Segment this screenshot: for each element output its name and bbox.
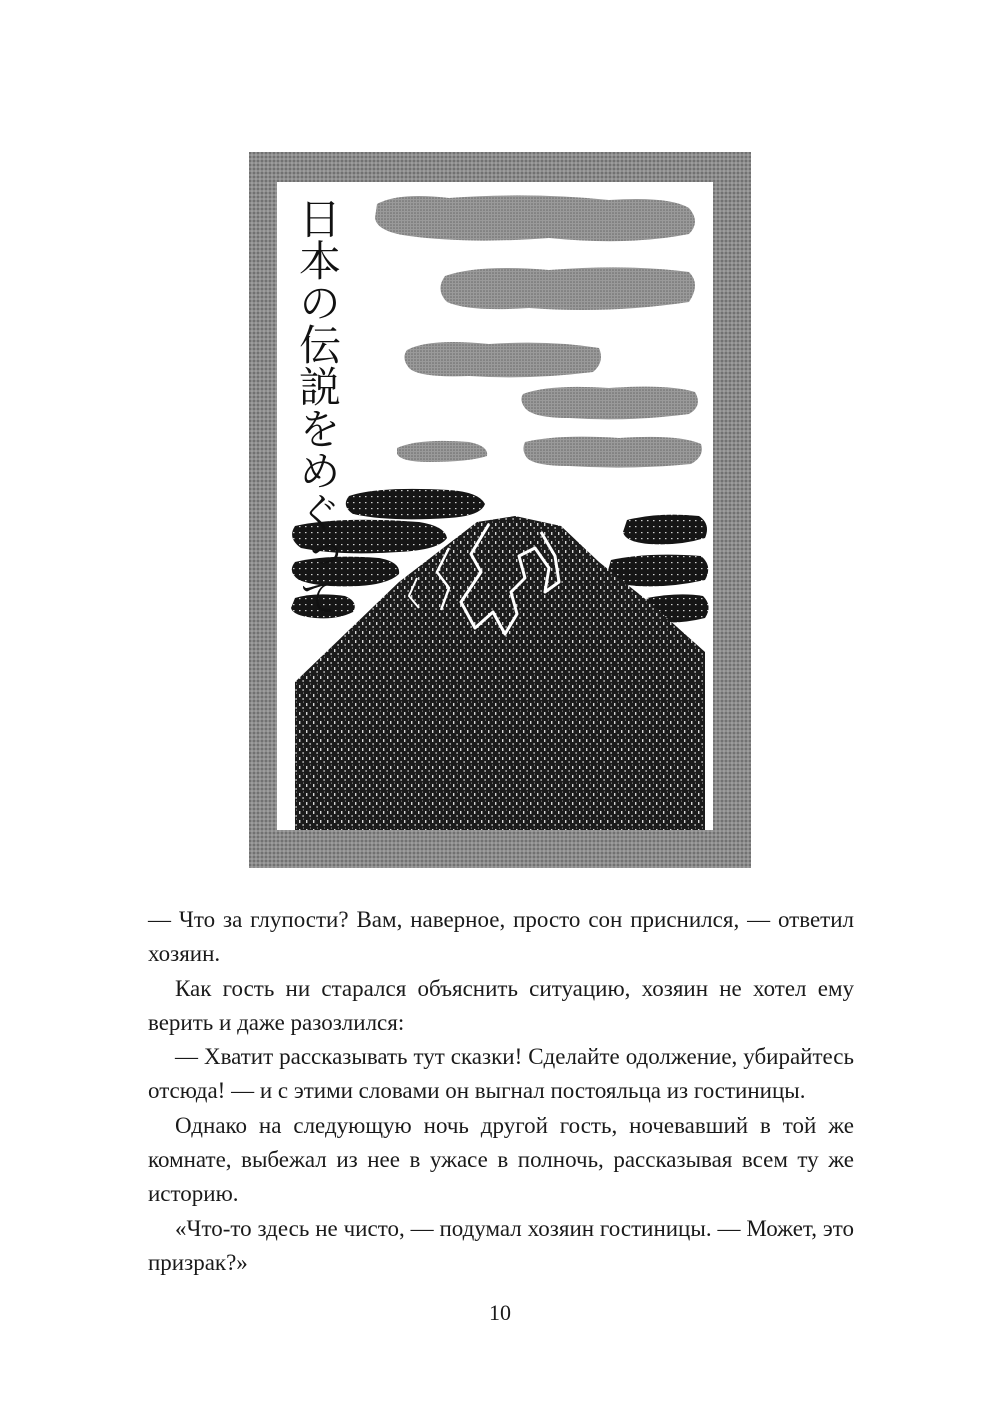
page-number: 10 (489, 1300, 511, 1325)
paragraph: Как гость ни старался объяснить ситуацию, хозяин не хотел ему верить и даже разозлился: (148, 975, 854, 1035)
cloud (521, 387, 698, 420)
cloud (523, 437, 701, 468)
cloud (375, 195, 695, 241)
paragraph: — Хватит рассказывать тут сказки! Сделайте одолжение, убирайтесь отсюда! — и с этими словами он выгнал постояльца из гостиницы. (148, 1044, 854, 1104)
cloud (440, 267, 695, 310)
sea-stripe (623, 515, 707, 545)
cloud (397, 441, 487, 462)
paragraph: — Что за глупости? Вам, наверное, просто сон приснился, — ответил хозяин. (148, 907, 854, 967)
paragraph: «Что-то здесь не чисто, — подумал хозяин гостиницы. — Может, это призрак?» (148, 1215, 854, 1275)
paragraph: Однако на следующую ночь другой гость, ночевавший в той же комнате, выбежал из нее в ужасе в полночь, рассказывая всем ту же историю. (148, 1112, 854, 1207)
illustration-title: 日本の伝説をめぐって (293, 197, 342, 617)
body-text (148, 903, 854, 1280)
sea-stripe (346, 489, 485, 519)
cloud (404, 342, 601, 377)
